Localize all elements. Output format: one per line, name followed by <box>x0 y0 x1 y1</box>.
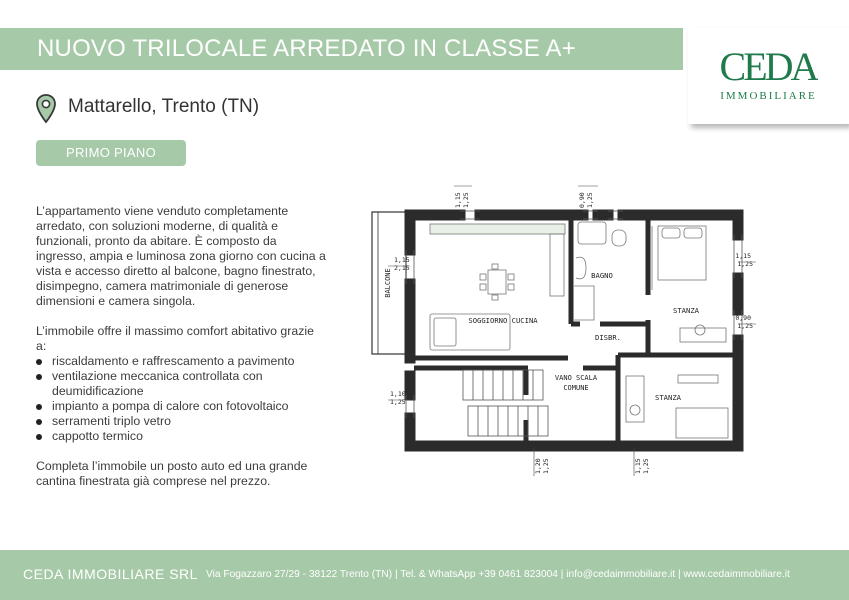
feature-item: riscaldamento e raffrescamento a pavimento <box>36 354 326 369</box>
svg-text:1,25: 1,25 <box>642 458 650 474</box>
header-bar <box>0 28 683 70</box>
svg-text:0,90: 0,90 <box>735 314 751 322</box>
living-furniture <box>430 224 565 350</box>
svg-text:1,15: 1,15 <box>454 192 462 208</box>
svg-text:2,15: 2,15 <box>394 264 410 272</box>
bullet-icon <box>36 359 42 365</box>
room-label-living: SOGGIORNO CUCINA <box>468 316 538 325</box>
bedroom1-furniture <box>652 226 726 342</box>
room-label-stair-common: COMUNE <box>563 384 589 392</box>
description <box>36 204 326 504</box>
bedroom2-furniture <box>626 375 728 438</box>
logo-subtitle: IMMOBILIARE <box>720 90 817 102</box>
feature-item: ventilazione meccanica controllata con deumidificazione <box>36 369 326 399</box>
svg-text:1,25: 1,25 <box>737 260 753 268</box>
stairwell <box>463 370 548 436</box>
bullet-icon <box>36 419 42 425</box>
company-logo[interactable] <box>688 28 849 124</box>
balcony <box>372 212 406 354</box>
location-text: Mattarello, Trento (TN) <box>68 96 260 117</box>
bullet-icon <box>36 404 42 410</box>
room-label-bath: BAGNO <box>591 271 613 280</box>
room-label-hall: DISBR. <box>595 333 621 342</box>
svg-text:1,10: 1,10 <box>390 390 406 398</box>
description-paragraph: L’appartamento viene venduto completamente arredato, con soluzioni moderne, di qualità e funzionali, pronto da abitare. È composto da ingresso, ampia e luminosa zona giorno con cucina a vista e accesso diretto al balcone, bagno finestrato, disimpegno, camera matrimoniale di generose dimensioni e camera singola. <box>36 204 326 308</box>
room-label-bedroom1: STANZA <box>673 306 699 315</box>
bullet-icon <box>36 434 42 440</box>
svg-text:1,25: 1,25 <box>542 458 550 474</box>
map-pin-icon <box>36 94 56 124</box>
svg-text:1,15: 1,15 <box>634 458 642 474</box>
page-title: NUOVO TRILOCALE ARREDATO IN CLASSE A+ <box>37 35 576 62</box>
outer-walls <box>410 215 738 446</box>
svg-text:1,20: 1,20 <box>534 458 542 474</box>
svg-text:0,90: 0,90 <box>578 192 586 208</box>
svg-text:1,25: 1,25 <box>586 192 594 208</box>
feature-item: cappotto termico <box>36 429 326 444</box>
feature-list <box>36 354 326 444</box>
logo-mark-text: CEDA <box>719 44 817 89</box>
footer <box>0 550 849 600</box>
bullet-icon <box>36 374 42 380</box>
svg-text:1,15: 1,15 <box>735 252 751 260</box>
footer-contact-info[interactable]: Via Fogazzaro 27/29 - 38122 Trento (TN) | Tel. & WhatsApp +39 0461 823004 | info@cedaimmobiliare.it | www.cedaimmobiliare.it <box>206 569 790 580</box>
description-intro: L’immobile offre il massimo comfort abitativo grazie a: <box>36 324 314 353</box>
description-closing: Completa l’immobile un posto auto ed una grande cantina finestrata già comprese nel prezzo. <box>36 459 308 488</box>
floor-plan <box>368 180 758 480</box>
footer-company: CEDA IMMOBILIARE SRL <box>23 566 198 582</box>
ceda-logo-icon <box>718 40 818 90</box>
feature-item: serramenti triplo vetro <box>36 414 326 429</box>
feature-item: impianto a pompa di calore con fotovoltaico <box>36 399 326 414</box>
floor-badge: PRIMO PIANO <box>36 140 186 166</box>
balcony-label: BALCONE <box>384 268 392 298</box>
room-label-stair: VANO SCALA <box>554 374 598 382</box>
svg-text:1,25: 1,25 <box>390 398 406 406</box>
room-label-bedroom2: STANZA <box>655 393 681 402</box>
svg-text:1,15: 1,15 <box>394 256 410 264</box>
svg-text:1,25: 1,25 <box>737 322 753 330</box>
svg-text:1,25: 1,25 <box>462 192 470 208</box>
interior-walls <box>414 218 738 446</box>
